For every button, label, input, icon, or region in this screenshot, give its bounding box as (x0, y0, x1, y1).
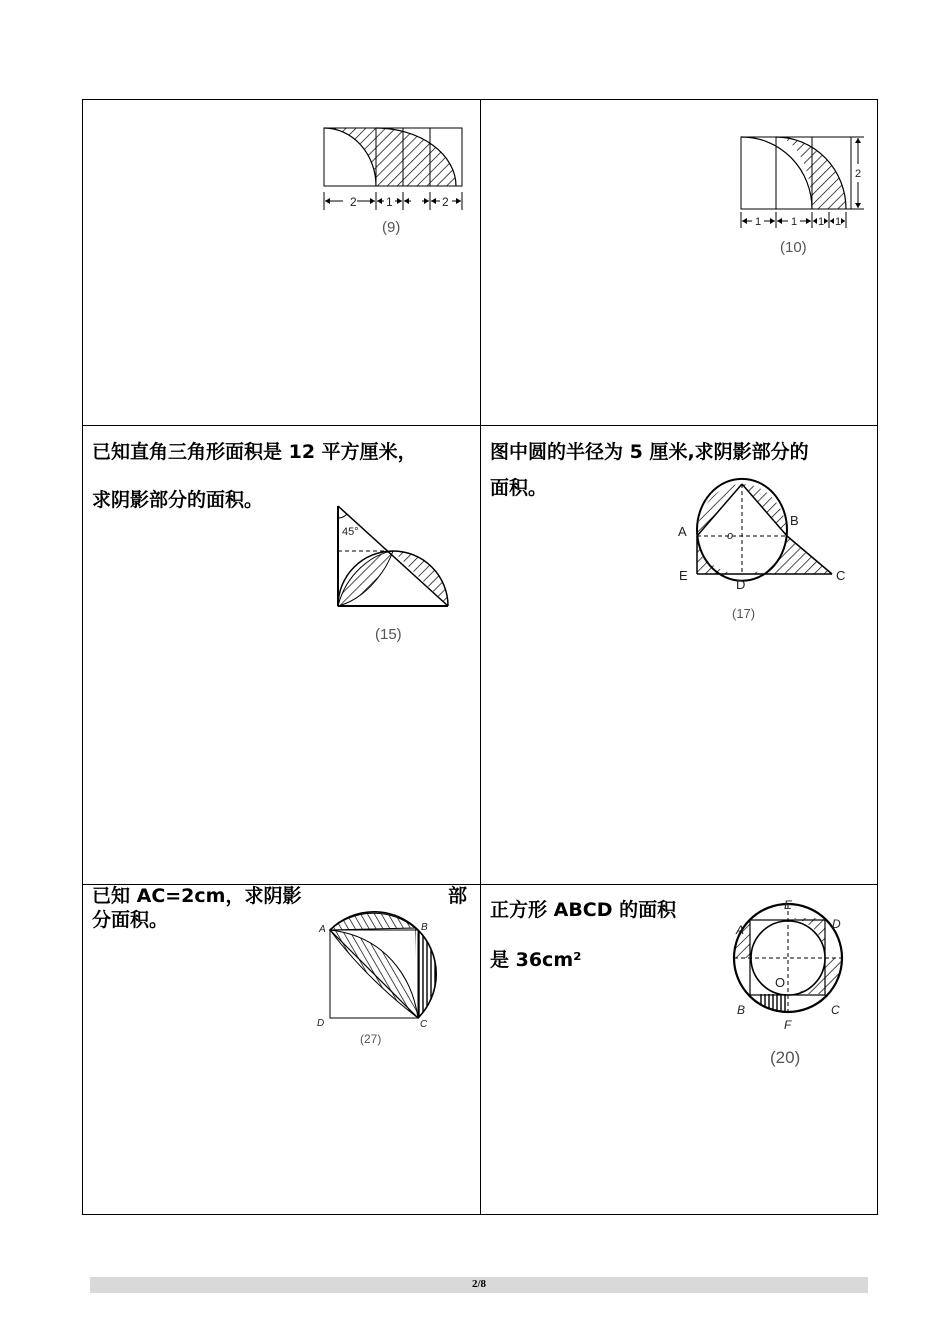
fig10-side-label: 2 (855, 168, 862, 180)
page-number: 2/8 (471, 1278, 487, 1290)
fig10-label-1d: 1 (835, 216, 842, 228)
fig15-caption: (15) (375, 626, 402, 643)
grid-divider-1 (83, 425, 877, 426)
figure-9 (318, 126, 468, 243)
fig9-label-1: 1 (386, 195, 393, 209)
fig17-point-a: A (678, 524, 687, 539)
figure-27 (314, 906, 444, 1056)
fig27-point-c: C (420, 1019, 428, 1030)
fig20-point-o: O (775, 975, 786, 990)
q27-line1-b: 部 (447, 885, 467, 907)
q27-line2: 分面积。 (92, 909, 169, 931)
fig15-angle-label: 45° (342, 526, 359, 538)
q15-text (92, 438, 472, 514)
fig17-point-c: C (836, 568, 846, 583)
fig9-caption: (9) (382, 219, 401, 236)
figure-15 (332, 504, 456, 654)
fig17-point-d: D (736, 577, 746, 592)
fig17-point-b: B (790, 513, 799, 528)
fig10-label-1b: 1 (791, 216, 798, 228)
figure-10 (736, 132, 876, 265)
fig10-label-1c: 1 (818, 216, 825, 228)
figure-17 (674, 476, 854, 631)
fig10-caption: (10) (780, 239, 807, 256)
q20-text (490, 896, 750, 974)
fig20-point-a: A (736, 923, 745, 937)
q27-line1-a: 已知 AC=2cm，求阴影 (92, 885, 302, 907)
fig20-caption: (20) (770, 1048, 801, 1067)
fig9-label-2a: 2 (350, 195, 357, 209)
q17-line1: 图中圆的半径为 5 厘米,求阴影部分的 (490, 441, 809, 463)
q20-line1: 正方形 ABCD 的面积 (490, 899, 677, 921)
fig20-point-f: F (784, 1018, 792, 1032)
fig27-point-d: D (317, 1018, 325, 1029)
page-footer (90, 1277, 868, 1293)
fig17-point-e: E (679, 568, 688, 583)
fig20-point-e: E (784, 898, 793, 912)
fig27-point-b: B (421, 922, 428, 933)
q27-line1 (92, 884, 467, 908)
fig27-point-a: A (319, 924, 326, 935)
q15-line1: 已知直角三角形面积是 12 平方厘米， (92, 441, 417, 463)
fig17-caption: (17) (732, 606, 756, 621)
fig27-caption: (27) (360, 1032, 382, 1046)
fig20-point-d: D (832, 917, 841, 931)
q20-line2: 是 36cm² (490, 949, 582, 971)
fig9-label-2b: 2 (442, 195, 449, 209)
q17-line2: 面积。 (490, 477, 548, 499)
fig20-point-c: C (831, 1003, 840, 1017)
q15-line2: 求阴影部分的面积。 (92, 489, 264, 511)
figure-20 (728, 896, 858, 1077)
grid-vertical-divider (480, 100, 481, 1214)
fig10-label-1a: 1 (755, 216, 762, 228)
fig17-point-o: o (727, 530, 734, 542)
fig20-point-b: B (737, 1003, 746, 1017)
